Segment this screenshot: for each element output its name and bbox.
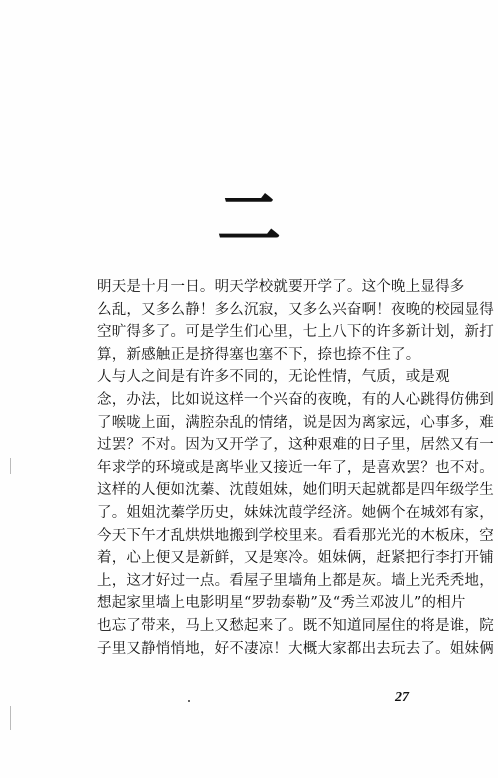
- text-line: 么乱，又多么静！多么沉寂，又多么兴奋啊！夜晚的校园显得: [97, 301, 494, 318]
- text-line: 今天下午才乱烘烘地搬到学校里来。看看那光光的木板床，空: [97, 527, 494, 544]
- text-line: 这样的人便如沈蓁、沈葭姐妹，她们明天起就都是四年级学生: [97, 482, 494, 499]
- body-text: [97, 276, 494, 660]
- text-line: 着，心上便又是新鲜，又是寒冷。姐妹俩，赶紧把行李打开铺: [97, 550, 494, 567]
- paragraph-1: [97, 276, 494, 366]
- scan-artifact-line: [10, 706, 11, 730]
- text-line: 人与人之间是有许多不同的，无论性情，气质，或是观: [97, 369, 450, 386]
- text-line: 年求学的环境或是离毕业又接近一年了，是喜欢罢？也不对。: [97, 459, 494, 476]
- text-line: 了喉咙上面，满腔杂乱的情绪，说是因为离家远，心事多，难: [97, 414, 494, 431]
- scan-artifact-line: [10, 458, 11, 474]
- text-line: 子里又静悄悄地，好不凄凉！大概大家都出去玩去了。姐妹俩: [97, 640, 494, 657]
- chapter-heading: 二: [217, 182, 281, 257]
- text-line: 念，办法，比如说这样一个兴奋的夜晚，有的人心跳得仿佛到: [97, 391, 494, 408]
- text-line: 也忘了带来，马上又愁起来了。既不知道同屋住的将是谁，院: [97, 617, 494, 634]
- text-line: 了。姐姐沈蓁学历史，妹妹沈葭学经济。她俩个在城郊有家，: [97, 504, 494, 521]
- text-line: 过罢？不对。因为又开学了，这种艰难的日子里，居然又有一: [97, 437, 494, 454]
- text-line: 想起家里墙上电影明星“罗勃泰勒”及“秀兰邓波儿”的相片: [97, 595, 466, 612]
- text-line: 空旷得多了。可是学生们心里，七上八下的许多新计划，新打: [97, 324, 494, 341]
- scan-artifact-dot: [188, 700, 190, 702]
- text-line: 算，新感触正是挤得塞也塞不下，捺也捺不住了。: [97, 346, 421, 363]
- paragraph-2: [97, 366, 494, 660]
- page-number: 27: [395, 690, 409, 705]
- text-line: 上，这才好过一点。看屋子里墙角上都是灰。墙上光秃秃地，: [97, 572, 494, 589]
- text-line: 明天是十月一日。明天学校就要开学了。这个晚上显得多: [97, 279, 465, 295]
